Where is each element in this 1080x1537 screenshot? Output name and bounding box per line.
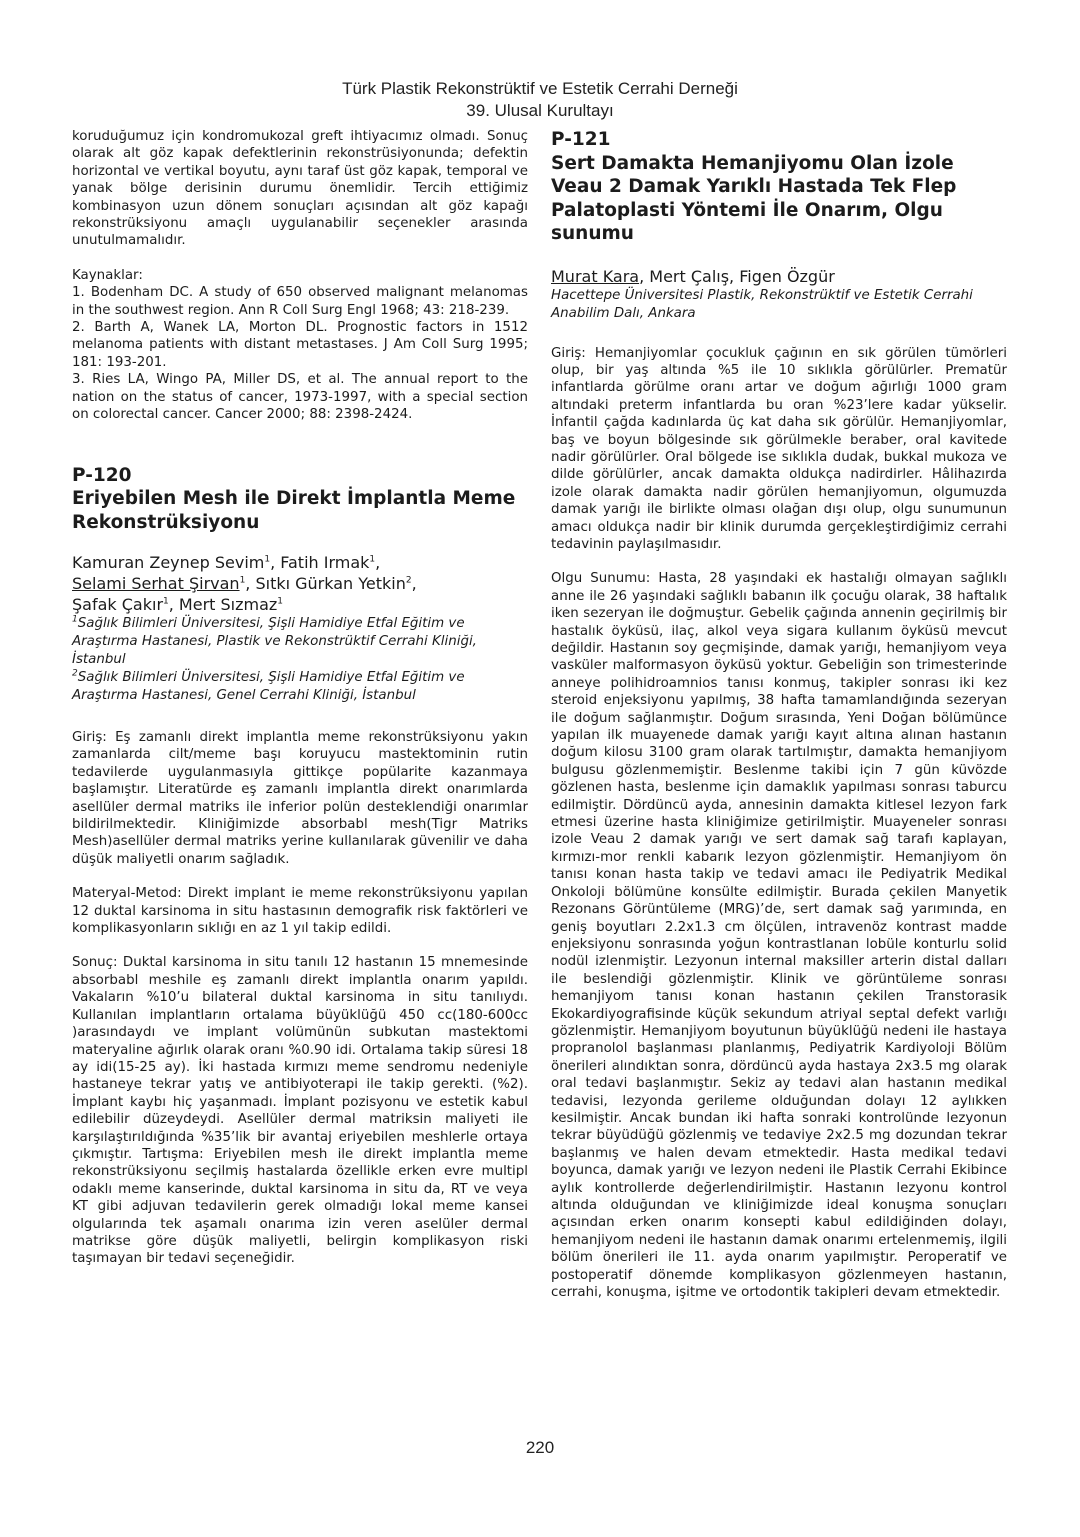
abstract-methods: Materyal-Metod: Direkt implant ie meme rekonstrüksiyonu yapılan 12 duktal karsinoma in situ hastasının demografik risk faktörleri ve komplikasyonların sıklığı en az 1 yıl takip edildi. [72, 886, 528, 937]
affiliation: $^1$Sağlık Bilimleri Üniversitesi, Şişli Hamidiye Etfal Eğitim ve Araştırma Hastanesi, Plastik ve Rekonstrüktif Cerrahi Kliniği, İstanbul [72, 614, 477, 667]
author-name: Mert Sızmaz [178, 595, 278, 614]
abstract-case-report: Olgu Sunumu: Hasta, 28 yaşındaki ek hastalığı olmayan sağlıklı anne ile 26 yaşındaki sağlıklı babanın ilk çocuğu olarak, 38 haftalık iken sezeryan ile doğmuştur. Gebelik çağında annenin geçirilmiş bir hastalık öyküsü, ilaç, alkol veya sigara kullanım öyküsü mevcut değildir. Hastanın soy geçmişinde, damak yarığı, hemanjiyom veya vasküler malformasyon öyküsü yoktur. Gebeliğin son trimesterinde anneye polihidroamnios tanısı konmuş, takipler sonrası iki kez steroid enjeksiyonu yapılmış, 38 hafta tamamlandığında sezeryan ile doğum sağlanmıştır. Doğum sırasında, Yeni Doğan bölümünce yapılan ilk muayenede damak yarığı kayıt altına alınan hastanın doğum kilosu 3100 gram olarak tartılmıştır, damakta hemanjiyom bulgusu gözlenmemiştir. Beslenme takibi için 7 gün küvözde gözlenen hasta, beslenme için damaklık yapılması sonrası taburcu edilmiştir. Dördüncü ayda, annesinin damakta kitlesel lezyon fark etmesi üzerine hasta kliniğimize getirilmiştir. Muayeneler sonrası izole Veau 2 damak yarığı ve sert damak sağ tarafı kaplayan, kırmızı-mor renkli kabarık lezyon gözlenmiştir. Hemanjiyom ön tanısı konan hasta takip ve tedavi amacı ile Pediyatrik Medikal Onkoloji bölümüne konsülte edilmiştir. Burada çekilen Manyetik Rezonans Görüntüleme (MRG)’de, sert damak sağ yarımında, en geniş boyutları 2.2x1.3 cm ölçülen, intravenöz kontrast madde enjeksiyonu sonrasında yoğun kontrastlanan lobüle konturlu solid nodül izlenmiştir. Lezyonun internal maksiller arterin distal dalları ile beslendiği gözlenmiştir. Klinik ve görüntüleme sonrası hemanjiyom tanısı konan hastanın çekilen Transtorasik Ekokardiyografisinde küçük sekundum atriyal septal defekt varlığı gözlenmiştir. Hemanjiyom boyutunun büyüklüğü nedeni ile hastaya propranolol başlanması planlanmış, Pediyatrik Kardiyoloji Bölüm önerileri alındıktan sonra, dördüncü ayda hastaya 2x3.5 mg olarak oral tedavi başlanmıştır. Sekiz ay tedavi alan hastanın medikal tedavisi, lezyonda gerileme olduğundan dolayı 12 aylıkken kesilmiştir. Ancak bundan iki hafta sonraki kontrolünde lezyonun tekrar büyüdüğü gözlenmiş ve tedaviye 2x2.5 mg dozundan tekrar başlanmış ve halen devam etmektedir. Hasta medikal tedavi boyunca, damak yarığı ve lezyon nedeni ile Plastik Cerrahi Ekibince aylık kontrollerde değerlendirilmiştir. Hastanın lezyonu kontrol altında olduğundan ve kliniğimizde ideal konuşma sonuçları açısından erken onarım konsepti kabul edildiğinden dolayı, hemanjiyom nedeni ile hastanın damak onarımı ertelenmemiş, ilgili bölüm önerileri ile 11. ayda onarım yapılmıştır. Peroperatif ve postoperatif dönemde komplikasyon gözlenmeyen hastanın, cerrahi, konuşma, işitme ve ortodontik takipleri devam etmektedir. [551, 571, 1007, 1301]
author-name: Fatih Irmak [280, 553, 370, 572]
abstract-introduction: Giriş: Eş zamanlı direkt implantla meme rekonstrüksiyonu yakın zamanlarda cilt/meme başı koruyucu mastektominin rutin tedavilerde uygulanmasıyla gittikçe popülarite kazanmaya başlamıştır. Literatürde eş zamanlı implantla direkt onarımlarda asellüler dermal matriks ile inferior polün desteklendiği onarımlar bildirilmektedir. Kliniğimizde absorbabl mesh(Tigr Matriks Mesh)asellüler dermal matriks yerine kullanılarak güvenilir ve daha düşük maliyetli onarım sağladık. [72, 730, 528, 867]
reference-item: 2. Barth A, Wanek LA, Morton DL. Prognostic factors in 1512 melanoma patients with distant metastases. J Am Coll Surg 1995; 181: 193-201. [72, 320, 528, 370]
author-list: Murat Kara, Mert Çalış, Figen Özgür [551, 266, 835, 286]
abstract-introduction: Giriş: Hemanjiyomlar çocukluk çağının en sık görülen tümörleri olup, bir yaş altında %5 ile 10 sıklıkla görülürler. Prematür infantlarda görülme oranı artar ve doğum ağırlığı 1000 gram altındaki preterm infantlarda bu oran %23’lere kadar yükselir. İnfantil çağda kadınlarda üç kat daha sık görülür. Hemanjiyomlar, baş ve boyun bölgesinde sık görülmekle beraber, oral kavitede nadir görülürler. Oral bölgede ise sıklıkla dudak, bukkal mukoza ve dilde görülürler, ancak damakta oldukça nadirdirler. Hâlihazırda izole olarak damakta nadir görülen hemanjiyomun, olgumuzda damak yarığı ile birlikte olması olağan dışı olup, olgu sunumunun amacı oldukça nadir bir klinik durumda gerçekleştirdiğimiz cerrahi tedavinin paylaşılmasıdır. [551, 345, 1007, 552]
reference-item: 1. Bodenham DC. A study of 650 observed malignant melanomas in the southwest region. Ann R Coll Surg Engl 1968; 43: 218-239. [72, 285, 528, 318]
author-list: Kamuran Zeynep Sevim$^1$, Fatih Irmak$^1$, Selami Serhat Şirvan$^1$, Sıtkı Gürkan Yetkin$^2$, Şafak Çakır$^1$, Mert Sızmaz$^1$ [72, 553, 417, 614]
header-congress: 39. Ulusal Kurultayı [466, 101, 614, 120]
abstract-title: Eriyebilen Mesh ile Direkt İmplantla Meme Rekonstrüksiyonu [72, 488, 516, 533]
reference-item: 3. Ries LA, Wingo PA, Miller DS, et al. The annual report to the nation on the status of cancer, 1973-1997, with a special section on colorectal cancer. Cancer 2000; 88: 2398-2424. [72, 372, 528, 423]
affiliation: Hacettepe Üniversitesi Plastik, Rekonstrüktif ve Estetik Cerrahi Anabilim Dalı, Ankara [551, 287, 973, 321]
right-column [551, 128, 1007, 1301]
abstract-results: Sonuç: Duktal karsinoma in situ tanılı 12 hastanın 15 mnemesinde absorbabl meshile eş zamanlı direkt implantla onarım yapıldı. Vakaların %10’u bilateral duktal karsinoma in situ tanılıydı. Kullanılan implantların ortalama büyüklüğü 450 cc(180-600cc )arasındaydı ve implant volümünün subkutan mastektomi materyaline ağırlık olarak oranı %0.90 idi. Ortalama takip süresi 18 ay idi(15-25 ay). İki hastada kırmızı meme sendromu nedeniyle hastaneye tekrar yatış ve antibiyoterapi ile takip gerekti. (%2). İmplant kaybı hiç yaşanmadı. İmplant pozisyonu ve estetik kabul edilebilir düzeydeydi. Asellüler dermal matriksin maliyeti ile karşılaştırıldığında %35’lik bir avantaj eriyebilen meshlerle ortaya çıkmıştır. Tartışma: Eriyebilen mesh ile direkt implantla meme rekonstrüksiyonu seçilmiş hastalarda özellikle erken evre multipl odaklı meme kanserinde, duktal karsinoma in situ da, RT ve veya KT gibi adjuvan tedavilerin gerek olmadığı lokal meme kansei olgularında tek aşamalı onarıma izin veren aselüler dermal matrikse göre düşük maliyetli, belirgin komplikasyon riski taşımayan bir tedavi seçeneğidir. [72, 955, 528, 1267]
references-heading: Kaynaklar: [72, 267, 143, 283]
author-name-presenting: Murat Kara [551, 266, 640, 286]
author-name: Sıtkı Gürkan Yetkin [255, 574, 406, 593]
left-column [72, 128, 528, 1268]
header-society: Türk Plastik Rekonstrüktif ve Estetik Cerrahi Derneği [342, 79, 738, 98]
abstract-title: Sert Damakta Hemanjiyomu Olan İzole Veau 2 Damak Yarıklı Hastada Tek Flep Palatoplasti Yöntemi İle Onarım, Olgu sunumu [551, 152, 957, 244]
intro-paragraph: koruduğumuz için kondromukozal greft ihtiyacımız olmadı. Sonuç olarak alt göz kapak defektlerinin rekonstrüsiyonunda; defektin horizontal ve vertikal boyutu, aynı taraf üst göz kapak, temporal ve yanak bölge derisinin durumu önemlidir. Tercih ettiğimiz kombinasyon uzun dönem sonuçları açısından alt göz kapağı rekonstrüksiyonu amaçlı uygulanabilir seçenekler arasında unutulmamalıdır. [72, 129, 528, 249]
abstract-code: P-120 [72, 464, 132, 486]
author-name: Şafak Çakır [72, 595, 164, 614]
author-name: Kamuran Zeynep Sevim [72, 553, 265, 572]
affiliation: $^2$Sağlık Bilimleri Üniversitesi, Şişli Hamidiye Etfal Eğitim ve Araştırma Hastanesi, Genel Cerrahi Kliniği, İstanbul [72, 668, 465, 703]
page-header [0, 78, 1080, 122]
abstract-code: P-121 [551, 129, 611, 150]
author-name-presenting: Selami Serhat Şirvan [72, 574, 240, 593]
page-number: 220 [525, 1438, 555, 1457]
